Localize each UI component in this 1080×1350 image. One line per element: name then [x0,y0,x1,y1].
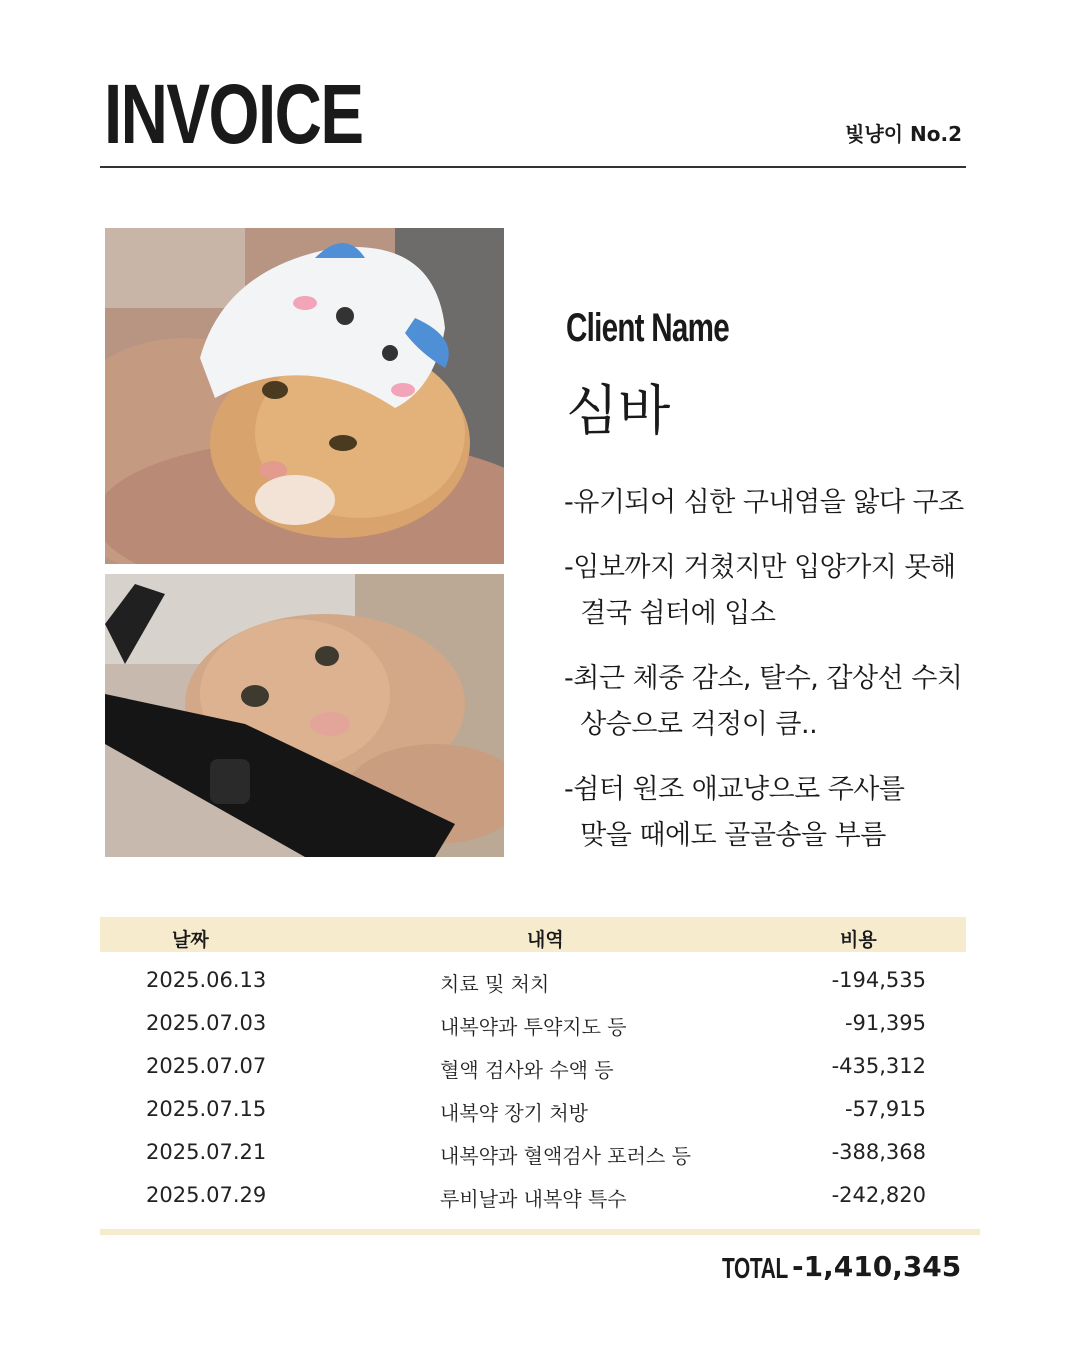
note-item: -유기되어 심한 구내염을 앓다 구조 [564,487,964,518]
note-item: -쉼터 원조 애교냥으로 주사를 맞을 때에도 골골송을 부름 [564,774,905,851]
table-row [100,1136,966,1179]
row-date: 2025.07.15 [146,1097,267,1121]
cat-photo-with-hat [105,228,504,564]
invoice-title: INVOICE [104,67,363,161]
row-description: 내복약과 투약지도 등 [440,1015,627,1039]
table-header [100,917,966,952]
row-description: 루비날과 내복약 특수 [440,1187,627,1211]
note-item: -최근 체중 감소, 탈수, 갑상선 수치 상승으로 걱정이 큼.. [564,663,963,740]
table-row [100,964,966,1007]
table-row [100,1179,966,1222]
row-cost: -242,820 [831,1183,926,1207]
header-description: 내역 [527,929,564,951]
header-cost: 비용 [840,929,877,951]
client-name: 심바 [566,379,671,442]
cat-photo-resting [105,574,504,857]
row-cost: -91,395 [844,1011,926,1035]
row-description: 내복약 장기 처방 [440,1101,588,1125]
total-label: TOTAL [722,1253,788,1285]
table-row [100,1093,966,1136]
row-date: 2025.06.13 [146,968,267,992]
total-value: -1,410,345 [792,1250,962,1283]
footer-divider [100,1229,980,1235]
row-date: 2025.07.29 [146,1183,267,1207]
table-row [100,1050,966,1093]
row-description: 혈액 검사와 수액 등 [440,1058,614,1082]
client-name-label: Client Name [566,306,729,350]
note-item: -임보까지 거쳤지만 입양가지 못해 결국 쉼터에 입소 [564,552,956,629]
row-date: 2025.07.07 [146,1054,267,1078]
row-cost: -388,368 [831,1140,926,1164]
row-description: 내복약과 혈액검사 포러스 등 [440,1144,691,1168]
header-divider [100,166,966,168]
row-date: 2025.07.03 [146,1011,267,1035]
client-notes [564,480,994,878]
row-description: 치료 및 처치 [440,972,550,996]
invoice-number: 빛냥이 No.2 [845,122,962,146]
row-cost: -435,312 [831,1054,926,1078]
row-cost: -194,535 [831,968,926,992]
row-cost: -57,915 [844,1097,926,1121]
table-row [100,1007,966,1050]
row-date: 2025.07.21 [146,1140,267,1164]
invoice-table-body [100,964,966,1222]
header-date: 날짜 [172,929,209,951]
